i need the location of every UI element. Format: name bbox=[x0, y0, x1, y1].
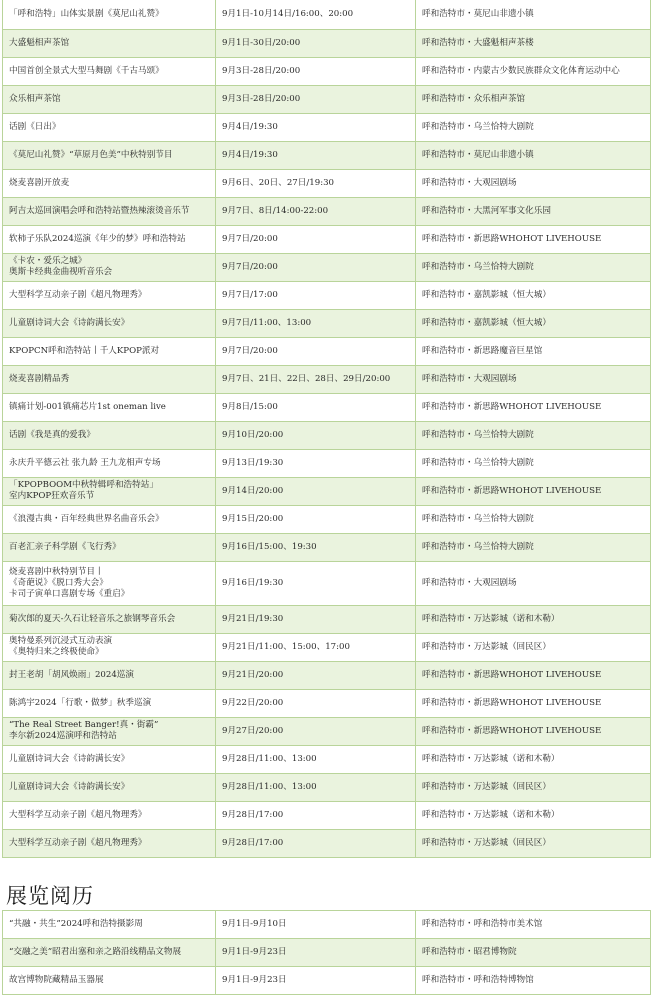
event-venue-cell: 呼和浩特市・万达影城（诺和木勒） bbox=[416, 605, 651, 633]
performance-row bbox=[3, 393, 651, 421]
exhibition-table-body bbox=[3, 911, 651, 995]
event-name-cell: 故宫博物院藏精品玉器展 bbox=[3, 967, 216, 995]
event-date-cell: 9月3日-28日/20:00 bbox=[216, 85, 416, 113]
event-venue-cell: 呼和浩特市・莫尼山非遗小镇 bbox=[416, 141, 651, 169]
event-date-cell: 9月28日/17:00 bbox=[216, 801, 416, 829]
event-date-cell: 9月6日、20日、27日/19:30 bbox=[216, 169, 416, 197]
event-name-cell: “交融之美”昭君出塞和亲之路沿线精品文物展 bbox=[3, 939, 216, 967]
event-name-cell: 儿童剧诗词大会《诗韵满长安》 bbox=[3, 309, 216, 337]
event-venue-cell: 呼和浩特市・内蒙古少数民族群众文化体育运动中心 bbox=[416, 57, 651, 85]
event-date-cell: 9月7日、8日/14:00-22:00 bbox=[216, 197, 416, 225]
performance-row bbox=[3, 561, 651, 605]
exhibition-row bbox=[3, 911, 651, 939]
event-name-cell: KPOPCN呼和浩特站丨千人KPOP派对 bbox=[3, 337, 216, 365]
event-name-cell: 菊次郎的夏天-久石让轻音乐之旅钢琴音乐会 bbox=[3, 605, 216, 633]
event-name-cell: 封王老胡「胡风焕雨」2024巡演 bbox=[3, 661, 216, 689]
performance-row bbox=[3, 141, 651, 169]
performance-table-body bbox=[3, 0, 651, 857]
event-venue-cell: 呼和浩特市・乌兰恰特大剧院 bbox=[416, 253, 651, 281]
event-date-cell: 9月7日/17:00 bbox=[216, 281, 416, 309]
event-date-cell: 9月1日-9月23日 bbox=[216, 967, 416, 995]
event-venue-cell: 呼和浩特市・大观园剧场 bbox=[416, 169, 651, 197]
event-date-cell: 9月3日-28日/20:00 bbox=[216, 57, 416, 85]
event-venue-cell: 呼和浩特市・嘉凯影城（恒大城） bbox=[416, 309, 651, 337]
performance-table bbox=[2, 0, 651, 858]
performance-row bbox=[3, 505, 651, 533]
performance-row bbox=[3, 801, 651, 829]
event-date-cell: 9月1日-9月10日 bbox=[216, 911, 416, 939]
performance-row bbox=[3, 365, 651, 393]
performance-row bbox=[3, 337, 651, 365]
performance-row bbox=[3, 253, 651, 281]
event-date-cell: 9月21日/20:00 bbox=[216, 661, 416, 689]
performance-row bbox=[3, 197, 651, 225]
event-venue-cell: 呼和浩特市・大盛魁相声茶楼 bbox=[416, 29, 651, 57]
event-name-cell: 儿童剧诗词大会《诗韵满长安》 bbox=[3, 745, 216, 773]
event-venue-cell: 呼和浩特市・新思路WHOHOT LIVEHOUSE bbox=[416, 717, 651, 745]
event-name-cell: 阿吉太巡回演唱会呼和浩特站暨热辣滚烫音乐节 bbox=[3, 197, 216, 225]
event-name-cell: 众乐相声茶馆 bbox=[3, 85, 216, 113]
event-date-cell: 9月21日/19:30 bbox=[216, 605, 416, 633]
event-venue-cell: 呼和浩特市・万达影城（诺和木勒） bbox=[416, 801, 651, 829]
performance-row bbox=[3, 773, 651, 801]
event-venue-cell: 呼和浩特市・万达影城（回民区） bbox=[416, 829, 651, 857]
performance-row bbox=[3, 421, 651, 449]
performance-row bbox=[3, 281, 651, 309]
event-venue-cell: 呼和浩特市・大观园剧场 bbox=[416, 365, 651, 393]
event-name-cell: 奥特曼系列沉浸式互动表演 《奥特归来之终极使命》 bbox=[3, 633, 216, 661]
event-name-cell: 话剧《日出》 bbox=[3, 113, 216, 141]
event-venue-cell: 呼和浩特市・呼和浩特市美术馆 bbox=[416, 911, 651, 939]
event-date-cell: 9月7日/20:00 bbox=[216, 253, 416, 281]
event-name-cell: 镇痛计划-001镇痛芯片1st oneman live bbox=[3, 393, 216, 421]
event-venue-cell: 呼和浩特市・新思路WHOHOT LIVEHOUSE bbox=[416, 689, 651, 717]
exhibition-table bbox=[2, 910, 651, 995]
event-date-cell: 9月15日/20:00 bbox=[216, 505, 416, 533]
event-date-cell: 9月28日/17:00 bbox=[216, 829, 416, 857]
event-name-cell: 大型科学互动亲子剧《超凡物理秀》 bbox=[3, 801, 216, 829]
event-date-cell: 9月8日/15:00 bbox=[216, 393, 416, 421]
event-venue-cell: 呼和浩特市・新思路WHOHOT LIVEHOUSE bbox=[416, 477, 651, 505]
performance-row bbox=[3, 0, 651, 29]
event-date-cell: 9月7日、21日、22日、28日、29日/20:00 bbox=[216, 365, 416, 393]
event-name-cell: 《莫尼山礼赞》“草原月色美”中秋特别节目 bbox=[3, 141, 216, 169]
event-date-cell: 9月1日-10月14日/16:00、20:00 bbox=[216, 0, 416, 29]
event-venue-cell: 呼和浩特市・大黑河军事文化乐园 bbox=[416, 197, 651, 225]
event-date-cell: 9月22日/20:00 bbox=[216, 689, 416, 717]
event-venue-cell: 呼和浩特市・大观园剧场 bbox=[416, 561, 651, 605]
performance-row bbox=[3, 309, 651, 337]
event-date-cell: 9月7日/20:00 bbox=[216, 337, 416, 365]
event-name-cell: 永庆升平德云社 张九龄 王九龙相声专场 bbox=[3, 449, 216, 477]
event-name-cell: 烧麦喜剧精品秀 bbox=[3, 365, 216, 393]
event-date-cell: 9月7日/11:00、13:00 bbox=[216, 309, 416, 337]
performance-row bbox=[3, 477, 651, 505]
performance-row bbox=[3, 633, 651, 661]
event-venue-cell: 呼和浩特市・昭君博物院 bbox=[416, 939, 651, 967]
event-name-cell: 陈鸿宇2024「行歌・做梦」秋季巡演 bbox=[3, 689, 216, 717]
event-name-cell: 百老汇亲子科学剧《飞行秀》 bbox=[3, 533, 216, 561]
event-name-cell: “The Real Street Banger!真・街霸” 李尔新2024巡演呼和浩特站 bbox=[3, 717, 216, 745]
event-venue-cell: 呼和浩特市・万达影城（诺和木勒） bbox=[416, 745, 651, 773]
event-venue-cell: 呼和浩特市・嘉凯影城（恒大城） bbox=[416, 281, 651, 309]
event-venue-cell: 呼和浩特市・万达影城（回民区） bbox=[416, 773, 651, 801]
event-name-cell: 大型科学互动亲子剧《超凡物理秀》 bbox=[3, 829, 216, 857]
event-venue-cell: 呼和浩特市・乌兰恰特大剧院 bbox=[416, 421, 651, 449]
performance-row bbox=[3, 113, 651, 141]
performance-row bbox=[3, 605, 651, 633]
event-venue-cell: 呼和浩特市・万达影城（回民区） bbox=[416, 633, 651, 661]
event-date-cell: 9月16日/19:30 bbox=[216, 561, 416, 605]
performance-row bbox=[3, 449, 651, 477]
performance-row bbox=[3, 717, 651, 745]
event-venue-cell: 呼和浩特市・莫尼山非遗小镇 bbox=[416, 0, 651, 29]
event-date-cell: 9月1日-30日/20:00 bbox=[216, 29, 416, 57]
event-date-cell: 9月14日/20:00 bbox=[216, 477, 416, 505]
event-date-cell: 9月21日/11:00、15:00、17:00 bbox=[216, 633, 416, 661]
event-venue-cell: 呼和浩特市・新思路WHOHOT LIVEHOUSE bbox=[416, 393, 651, 421]
event-venue-cell: 呼和浩特市・乌兰恰特大剧院 bbox=[416, 533, 651, 561]
performance-row bbox=[3, 689, 651, 717]
event-name-cell: 大型科学互动亲子剧《超凡物理秀》 bbox=[3, 281, 216, 309]
exhibition-row bbox=[3, 967, 651, 995]
event-date-cell: 9月4日/19:30 bbox=[216, 113, 416, 141]
event-name-cell: 烧麦喜剧开放麦 bbox=[3, 169, 216, 197]
event-name-cell: 大盛魁相声茶馆 bbox=[3, 29, 216, 57]
event-date-cell: 9月27日/20:00 bbox=[216, 717, 416, 745]
event-venue-cell: 呼和浩特市・新思路WHOHOT LIVEHOUSE bbox=[416, 661, 651, 689]
event-venue-cell: 呼和浩特市・呼和浩特博物馆 bbox=[416, 967, 651, 995]
event-name-cell: 中国首创全景式大型马舞剧《千古马颂》 bbox=[3, 57, 216, 85]
event-date-cell: 9月16日/15:00、19:30 bbox=[216, 533, 416, 561]
performance-row bbox=[3, 829, 651, 857]
event-name-cell: 软柿子乐队2024巡演《年少的梦》呼和浩特站 bbox=[3, 225, 216, 253]
event-name-cell: 烧麦喜剧中秋特别节目丨 《奇葩说》《脱口秀大会》 卡司子寅单口喜剧专场《重启》 bbox=[3, 561, 216, 605]
event-venue-cell: 呼和浩特市・新思路魔音巨星馆 bbox=[416, 337, 651, 365]
performance-row bbox=[3, 29, 651, 57]
exhibition-row bbox=[3, 939, 651, 967]
event-date-cell: 9月4日/19:30 bbox=[216, 141, 416, 169]
event-name-cell: 「呼和浩特」山体实景剧《莫尼山礼赞》 bbox=[3, 0, 216, 29]
performance-row bbox=[3, 661, 651, 689]
performance-row bbox=[3, 57, 651, 85]
event-date-cell: 9月28日/11:00、13:00 bbox=[216, 773, 416, 801]
performance-row bbox=[3, 225, 651, 253]
event-date-cell: 9月10日/20:00 bbox=[216, 421, 416, 449]
performance-row bbox=[3, 85, 651, 113]
event-date-cell: 9月13日/19:30 bbox=[216, 449, 416, 477]
event-name-cell: 话剧《我是真的爱我》 bbox=[3, 421, 216, 449]
event-venue-cell: 呼和浩特市・新思路WHOHOT LIVEHOUSE bbox=[416, 225, 651, 253]
event-date-cell: 9月1日-9月23日 bbox=[216, 939, 416, 967]
event-name-cell: “共融・共生”2024呼和浩特摄影周 bbox=[3, 911, 216, 939]
event-venue-cell: 呼和浩特市・乌兰恰特大剧院 bbox=[416, 505, 651, 533]
event-date-cell: 9月28日/11:00、13:00 bbox=[216, 745, 416, 773]
performance-row bbox=[3, 169, 651, 197]
event-name-cell: 《卡农・爱乐之城》 奥斯卡经典金曲视听音乐会 bbox=[3, 253, 216, 281]
event-venue-cell: 呼和浩特市・乌兰恰特大剧院 bbox=[416, 113, 651, 141]
performance-row bbox=[3, 533, 651, 561]
exhibition-section-title: 展览阅历 bbox=[6, 884, 94, 908]
event-name-cell: 儿童剧诗词大会《诗韵满长安》 bbox=[3, 773, 216, 801]
event-date-cell: 9月7日/20:00 bbox=[216, 225, 416, 253]
event-name-cell: 《浪漫古典・百年经典世界名曲音乐会》 bbox=[3, 505, 216, 533]
event-name-cell: 「KPOPBOOM中秋特辑呼和浩特站」 室内KPOP狂欢音乐节 bbox=[3, 477, 216, 505]
event-venue-cell: 呼和浩特市・众乐相声茶馆 bbox=[416, 85, 651, 113]
performance-row bbox=[3, 745, 651, 773]
event-venue-cell: 呼和浩特市・乌兰恰特大剧院 bbox=[416, 449, 651, 477]
